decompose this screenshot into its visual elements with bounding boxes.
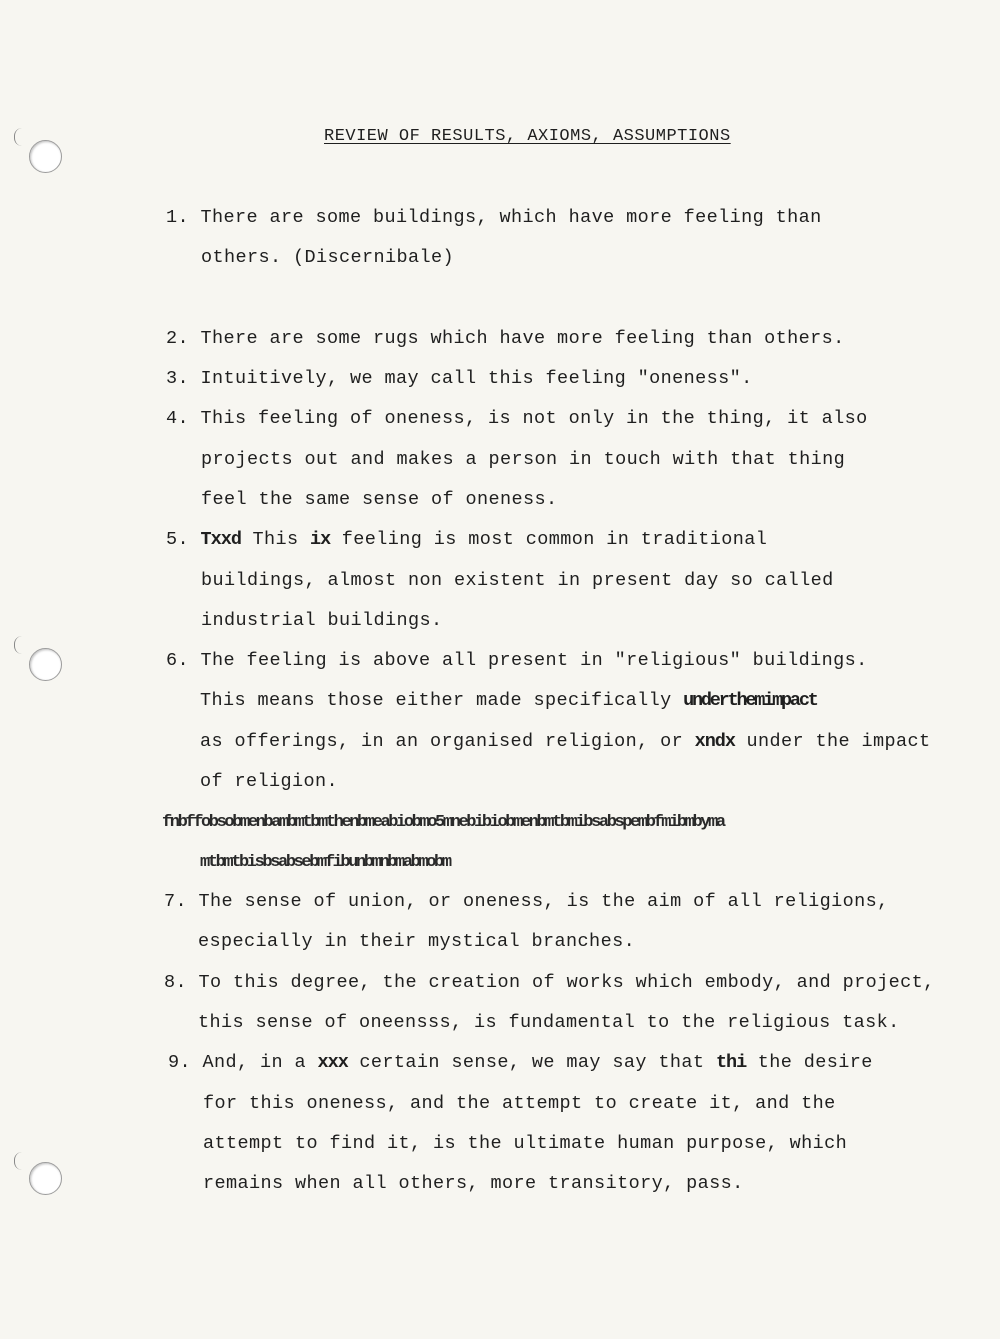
item-4-line-3: feel the same sense of oneness. <box>201 489 558 510</box>
punch-hole <box>29 648 62 681</box>
item-6-line-3 <box>200 731 931 752</box>
struck-text: xxx <box>317 1052 348 1073</box>
punch-hole <box>29 140 62 173</box>
struck-text: ix <box>310 529 331 550</box>
item-6-line-2 <box>200 690 817 711</box>
margin-mark <box>14 128 23 146</box>
item-2-line-1: 2. There are some rugs which have more feeling than others. <box>166 328 845 349</box>
item-3-line-1: 3. Intuitively, we may call this feeling "oneness". <box>166 368 753 389</box>
item-5-line-1 <box>166 529 767 550</box>
item-number: 5. <box>166 529 190 550</box>
struck-text: Txxd <box>200 529 241 550</box>
item-9-line-2: for this oneness, and the attempt to create it, and the <box>203 1093 836 1114</box>
item-4-line-2: projects out and makes a person in touch with that thing <box>201 449 846 470</box>
item-8-line-1: 8. To this degree, the creation of works which embody, and project, <box>164 972 935 993</box>
item-5-line-3: industrial buildings. <box>201 610 443 631</box>
item-7-line-1: 7. The sense of union, or oneness, is the aim of all religions, <box>164 891 889 912</box>
item-text: under the impact <box>746 731 931 752</box>
margin-mark <box>14 636 23 654</box>
item-text: as offerings, in an organised religion, or <box>200 731 684 752</box>
struck-text: xndx <box>694 731 736 752</box>
margin-mark <box>14 1152 23 1170</box>
item-9-line-4: remains when all others, more transitory, pass. <box>203 1173 744 1194</box>
item-6-line-4: of religion. <box>200 771 339 792</box>
item-7-line-2: especially in their mystical branches. <box>198 931 636 952</box>
item-4-line-1: 4. This feeling of oneness, is not only in the thing, it also <box>166 408 868 429</box>
item-text: certain sense, we may say that <box>359 1052 705 1073</box>
struck-text: underthemimpact <box>683 690 817 711</box>
item-6-line-1: 6. The feeling is above all present in "religious" buildings. <box>166 650 868 671</box>
item-text: This <box>252 529 299 550</box>
item-9-line-3: attempt to find it, is the ultimate human purpose, which <box>203 1133 848 1154</box>
item-text: This means those either made specifically <box>200 690 672 711</box>
item-1-line-1: 1. There are some buildings, which have more feeling than <box>166 207 822 228</box>
overstruck-line: fnbffobsobmenbambmtbmthenbmeabiobmo5mnebibiobmenbmtbmibsabspembfmibmbyma <box>162 813 724 832</box>
item-9-line-1 <box>168 1052 873 1073</box>
punch-hole <box>29 1162 62 1195</box>
struck-text: thi <box>715 1052 747 1073</box>
item-8-line-2: this sense of oneensss, is fundamental to the religious task. <box>198 1012 900 1033</box>
page-title: REVIEW OF RESULTS, AXIOMS, ASSUMPTIONS <box>324 127 731 146</box>
overstruck-line: mtbmtbisbsabsebmfibunbmnbmabmobm <box>200 853 450 872</box>
item-text: 9. And, in a <box>168 1052 307 1073</box>
item-5-line-2: buildings, almost non existent in present day so called <box>201 570 834 591</box>
item-1-line-2: others. (Discernibale) <box>201 247 455 268</box>
item-text: feeling is most common in traditional <box>341 529 768 550</box>
item-text: the desire <box>757 1052 873 1073</box>
